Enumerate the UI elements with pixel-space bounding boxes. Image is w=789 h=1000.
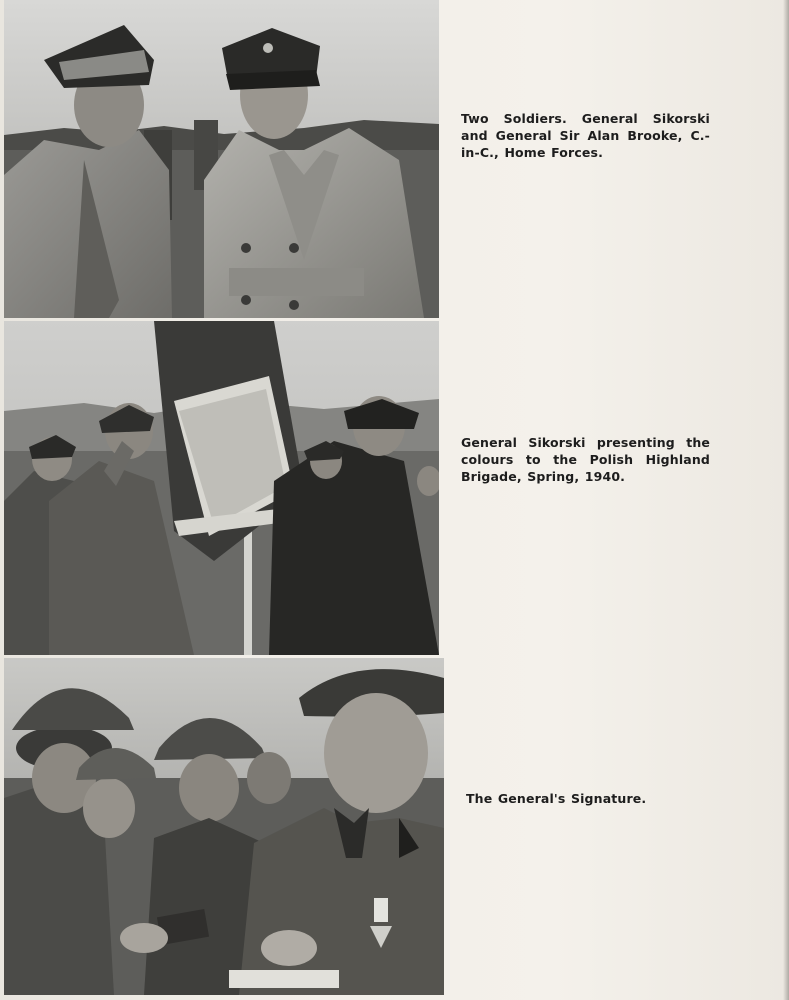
photo-generals-signature-image [4,658,444,995]
caption-generals-signature: The General's Signature. [466,791,647,806]
photo-generals-signature [4,658,444,995]
photo-presenting-colours-image [4,321,439,655]
photo-two-soldiers-image [4,0,439,318]
photo-presenting-colours [4,321,439,655]
caption-presenting-colours: General Sikorski presenting the colours to the Polish Highland Brigade, Spring, 1940. [461,435,710,484]
page-edge-shadow [783,0,789,1000]
photo-two-soldiers [4,0,439,318]
caption-two-soldiers: Two Soldiers. General Sikorski and General Sir Alan Brooke, C.-in-C., Home Forces. [461,111,710,160]
